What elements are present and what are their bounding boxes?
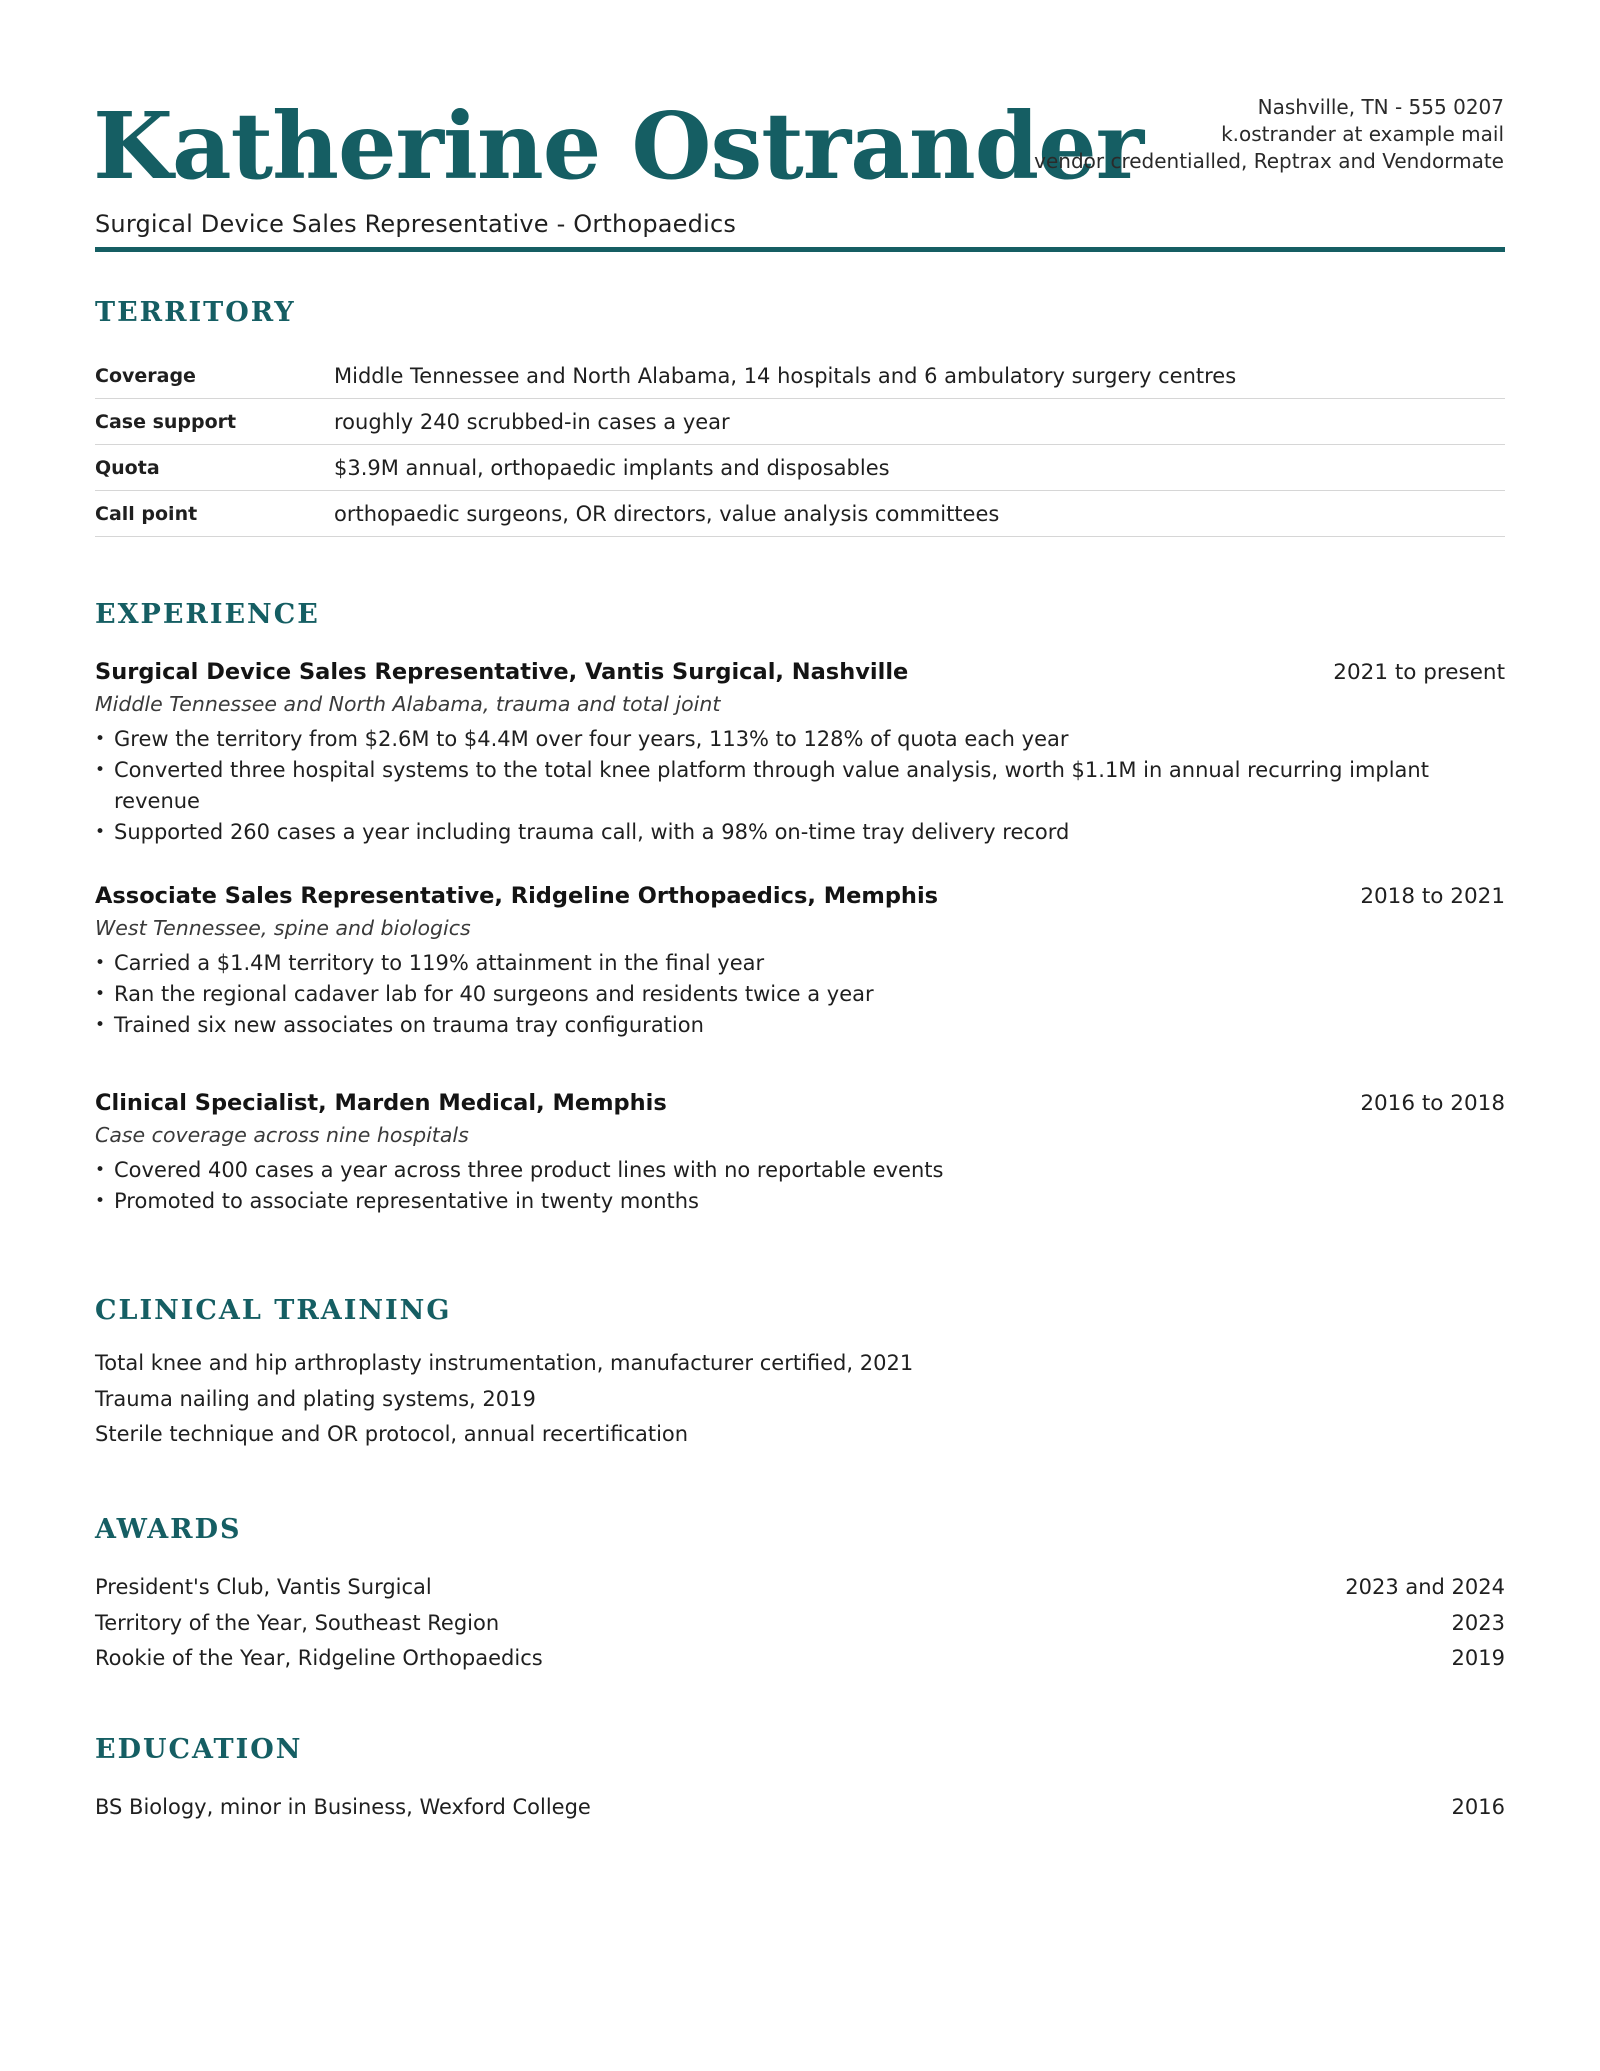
job-title: Surgical Device Sales Representative, Vantis Surgical, Nashville — [95, 659, 909, 685]
award-year: 2023 and 2024 — [1345, 1575, 1505, 1599]
territory-table — [95, 353, 1505, 537]
section-title-territory: TERRITORY — [95, 297, 296, 328]
job-entry — [95, 656, 1505, 848]
list-item — [95, 1606, 1505, 1642]
list-item: • Supported 260 cases a year including trauma call, with a 98% on-time tray delivery record — [95, 817, 1505, 848]
territory-label: Quota — [95, 456, 160, 479]
list-item: Total knee and hip arthroplasty instrumentation, manufacturer certified, 2021 — [95, 1351, 914, 1375]
award-name: Territory of the Year, Southeast Region — [95, 1610, 500, 1635]
job-subtitle: Case coverage across nine hospitals — [95, 1123, 469, 1147]
degree-name: BS Biology, minor in Business, Wexford College — [95, 1795, 591, 1819]
list-item — [95, 1790, 1505, 1826]
list-item: • Carried a $1.4M territory to 119% attainment in the final year — [95, 948, 1505, 979]
list-item: • Grew the territory from $2.6M to $4.4M over four years, 113% to 128% of quota each year — [95, 724, 1505, 755]
job-subtitle: Middle Tennessee and North Alabama, trauma and total joint — [95, 692, 721, 716]
header-divider — [95, 247, 1505, 252]
contact-credentials: vendor credentialled, Reptrax and Vendormate — [1034, 149, 1504, 173]
award-year: 2023 — [1451, 1610, 1505, 1635]
awards-list — [95, 1570, 1505, 1677]
job-header — [95, 656, 1505, 688]
territory-value: $3.9M annual, orthopaedic implants and disposables — [334, 455, 890, 480]
headline: Surgical Device Sales Representative - Orthopaedics — [95, 210, 737, 238]
table-row — [95, 399, 1505, 445]
territory-value: roughly 240 scrubbed-in cases a year — [334, 409, 730, 434]
list-item — [95, 1641, 1505, 1677]
job-header — [95, 880, 1505, 912]
contact-location: Nashville, TN - 555 0207 — [1257, 95, 1504, 119]
section-title-experience: EXPERIENCE — [95, 599, 320, 630]
list-item: • Ran the regional cadaver lab for 40 surgeons and residents twice a year — [95, 979, 1505, 1010]
list-item — [95, 1570, 1505, 1606]
job-subtitle: West Tennessee, spine and biologics — [95, 916, 471, 940]
section-title-training: CLINICAL TRAINING — [95, 1295, 452, 1326]
job-dates: 2018 to 2021 — [1360, 883, 1505, 909]
job-dates: 2016 to 2018 — [1360, 1090, 1505, 1116]
job-dates: 2021 to present — [1333, 659, 1505, 685]
territory-value: Middle Tennessee and North Alabama, 14 hospitals and 6 ambulatory surgery centres — [334, 363, 1237, 388]
territory-label: Coverage — [95, 364, 196, 387]
job-bullets — [95, 724, 1505, 848]
award-year: 2019 — [1451, 1646, 1505, 1670]
contact-block — [1034, 94, 1504, 175]
table-row — [95, 445, 1505, 491]
table-row — [95, 491, 1505, 537]
list-item: Sterile technique and OR protocol, annual recertification — [95, 1422, 689, 1446]
award-name: President's Club, Vantis Surgical — [95, 1575, 432, 1599]
section-title-awards: AWARDS — [95, 1514, 242, 1545]
job-bullets — [95, 1155, 1505, 1217]
list-item: • Converted three hospital systems to the total knee platform through value analysis, worth $1.1M in annual recurring implant revenue — [95, 755, 1505, 817]
territory-label: Case support — [95, 410, 237, 433]
job-entry — [95, 1087, 1505, 1217]
list-item: • Covered 400 cases a year across three product lines with no reportable events — [95, 1155, 1505, 1186]
list-item: • Promoted to associate representative in twenty months — [95, 1186, 1505, 1217]
list-item: • Trained six new associates on trauma tray configuration — [95, 1010, 1505, 1041]
degree-year: 2016 — [1451, 1795, 1505, 1819]
job-title: Associate Sales Representative, Ridgeline Orthopaedics, Memphis — [95, 883, 939, 909]
list-item: Trauma nailing and plating systems, 2019 — [95, 1386, 536, 1411]
job-title: Clinical Specialist, Marden Medical, Memphis — [95, 1090, 667, 1116]
table-row — [95, 353, 1505, 399]
education-list — [95, 1790, 1505, 1826]
award-name: Rookie of the Year, Ridgeline Orthopaedics — [95, 1646, 543, 1670]
job-bullets — [95, 948, 1505, 1041]
territory-label: Call point — [95, 502, 198, 525]
section-title-education: EDUCATION — [95, 1734, 303, 1765]
job-header — [95, 1087, 1505, 1119]
training-list — [95, 1346, 1505, 1453]
territory-value: orthopaedic surgeons, OR directors, value analysis committees — [334, 501, 1000, 526]
contact-email: k.ostrander at example mail — [1221, 122, 1504, 146]
candidate-name: Katherine Ostrander — [93, 92, 1144, 200]
job-entry — [95, 880, 1505, 1041]
